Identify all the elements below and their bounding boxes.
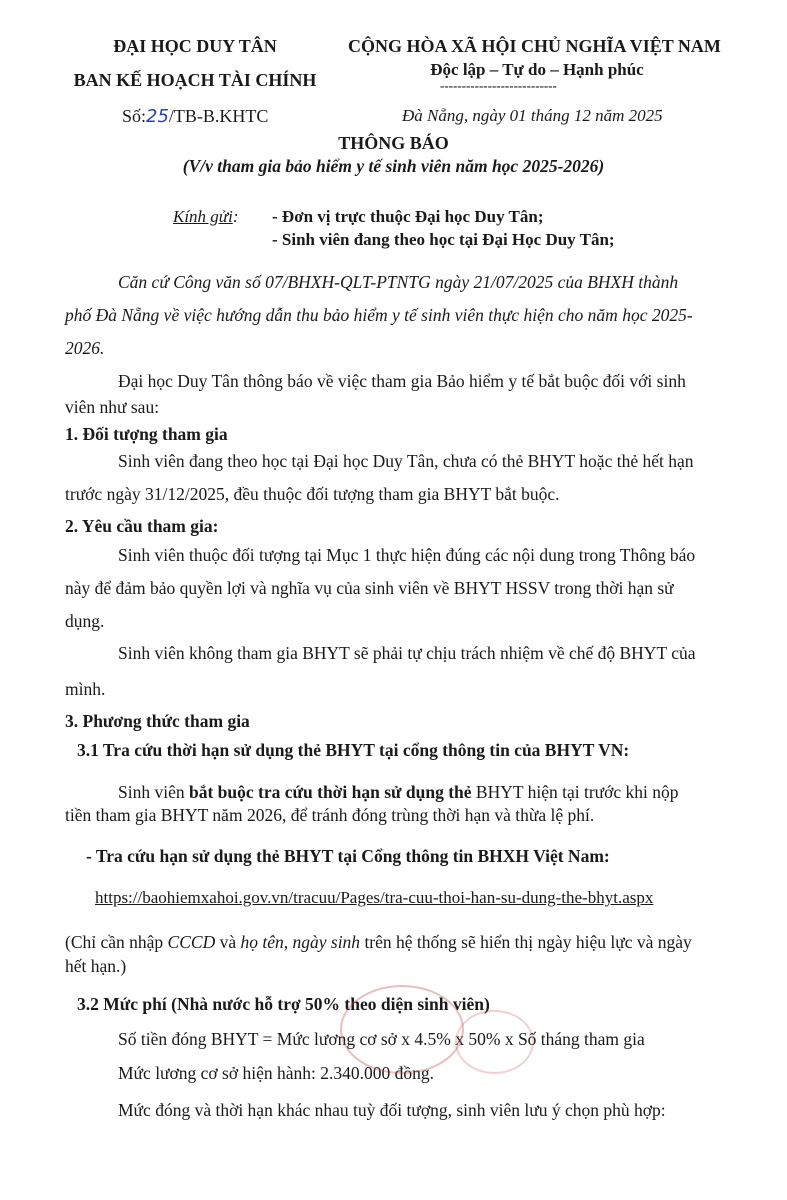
lookup-heading: - Tra cứu hạn sử dụng thẻ BHYT tại Cổng thông tin BHXH Việt Nam:	[86, 846, 610, 866]
org-department: BAN KẾ HOẠCH TÀI CHÍNH	[73, 70, 317, 90]
recipient-2: - Sinh viên đang theo học tại Đại Học Duy Tân;	[272, 230, 615, 249]
stamp-impression	[340, 985, 464, 1074]
section-2-p1-line-1: Sinh viên thuộc đối tượng tại Mục 1 thực hiện đúng các nội dung trong Thông báo	[118, 545, 696, 565]
doc-number-handwritten: 25	[146, 106, 169, 127]
country-name: CỘNG HÒA XÃ HỘI CHỦ NGHĨA VIỆT NAM	[348, 36, 721, 56]
recipients-colon: :	[232, 207, 239, 226]
section-2-heading: 2. Yêu cầu tham gia:	[65, 516, 219, 536]
recipients-label-text: Kính gửi	[173, 207, 233, 226]
section-3-heading: 3. Phương thức tham gia	[65, 711, 250, 731]
note-text-e: trên hệ thống sẽ hiển thị ngày hiệu lực và ngày	[360, 932, 692, 952]
base-salary: Mức lương cơ sở hiện hành: 2.340.000 đồng.	[118, 1063, 435, 1083]
note-text-a: (Chỉ cần nhập	[65, 932, 168, 952]
intro-line-1: Đại học Duy Tân thông báo về việc tham gia Bảo hiểm y tế bắt buộc đối với sinh	[118, 371, 686, 391]
note-line-2: hết hạn.)	[65, 956, 127, 976]
recipient-1: - Đơn vị trực thuộc Đại học Duy Tân;	[272, 207, 544, 226]
note-text-name-dob: họ tên, ngày sinh	[240, 932, 361, 952]
section-2-p1-line-3: dụng.	[65, 611, 105, 631]
motto-rule: ---------------------------	[440, 78, 557, 93]
section-2-p2-line-2: mình.	[65, 679, 106, 699]
basis-line-3: 2026.	[65, 338, 105, 358]
place-date: Đà Nẵng, ngày 01 tháng 12 năm 2025	[402, 106, 663, 125]
section-3-1-line-1	[118, 782, 679, 803]
document-number	[122, 106, 268, 127]
lookup-url-link[interactable]: https://baohiemxahoi.gov.vn/tracuu/Pages/tra-cuu-thoi-han-su-dung-the-bhyt.aspx	[95, 888, 654, 907]
section-1-heading: 1. Đối tượng tham gia	[65, 424, 228, 444]
note-text-c: và	[215, 932, 241, 952]
section-3-2-heading: 3.2 Mức phí (Nhà nước hỗ trợ 50% theo diện sinh viên)	[77, 994, 490, 1014]
fee-formula: Số tiền đóng BHYT = Mức lương cơ sở x 4.5% x 50% x Số tháng tham gia	[118, 1029, 645, 1049]
notice-subject: (V/v tham gia bảo hiểm y tế sinh viên năm học 2025-2026)	[182, 156, 605, 176]
section-1-line-2: trước ngày 31/12/2025, đều thuộc đối tượng tham gia BHYT bắt buộc.	[65, 484, 560, 504]
national-motto: Độc lập – Tự do – Hạnh phúc	[430, 60, 644, 79]
intro-line-2: viên như sau:	[65, 397, 160, 417]
doc-number-prefix: Số:	[122, 106, 147, 126]
section-3-1-heading: 3.1 Tra cứu thời hạn sử dụng thẻ BHYT tại cổng thông tin của BHYT VN:	[77, 740, 630, 760]
stamp-impression-secondary	[455, 1010, 534, 1074]
notice-title: THÔNG BÁO	[338, 133, 449, 153]
recipients-label	[173, 207, 238, 227]
section-2-p2-line-1: Sinh viên không tham gia BHYT sẽ phải tự chịu trách nhiệm về chế độ BHYT của	[118, 643, 696, 663]
s31-text-c: BHYT hiện tại trước khi nộp	[471, 782, 679, 802]
org-name: ĐẠI HỌC DUY TÂN	[113, 36, 277, 56]
section-1-line-1: Sinh viên đang theo học tại Đại học Duy Tân, chưa có thẻ BHYT hoặc thẻ hết hạn	[118, 451, 694, 471]
s31-text-bold: bắt buộc tra cứu thời hạn sử dụng thẻ	[188, 782, 472, 802]
doc-number-suffix: /TB-B.KHTC	[168, 106, 269, 126]
section-2-p1-line-2: này để đảm bảo quyền lợi và nghĩa vụ của sinh viên về BHYT HSSV trong thời hạn sử	[65, 578, 674, 598]
fee-note: Mức đóng và thời hạn khác nhau tuỳ đối tượng, sinh viên lưu ý chọn phù hợp:	[118, 1100, 666, 1120]
note-line-1	[65, 932, 692, 953]
basis-line-2: phố Đà Nẵng về việc hướng dẫn thu bảo hiểm y tế sinh viên thực hiện cho năm học 2025-	[65, 305, 693, 325]
note-text-cccd: CCCD	[167, 932, 216, 952]
basis-line-1: Căn cứ Công văn số 07/BHXH-QLT-PTNTG ngày 21/07/2025 của BHXH thành	[118, 272, 679, 292]
s31-text-a: Sinh viên	[118, 782, 189, 802]
section-3-1-line-2: tiền tham gia BHYT năm 2026, để tránh đóng trùng thời hạn và thừa lệ phí.	[65, 805, 595, 825]
